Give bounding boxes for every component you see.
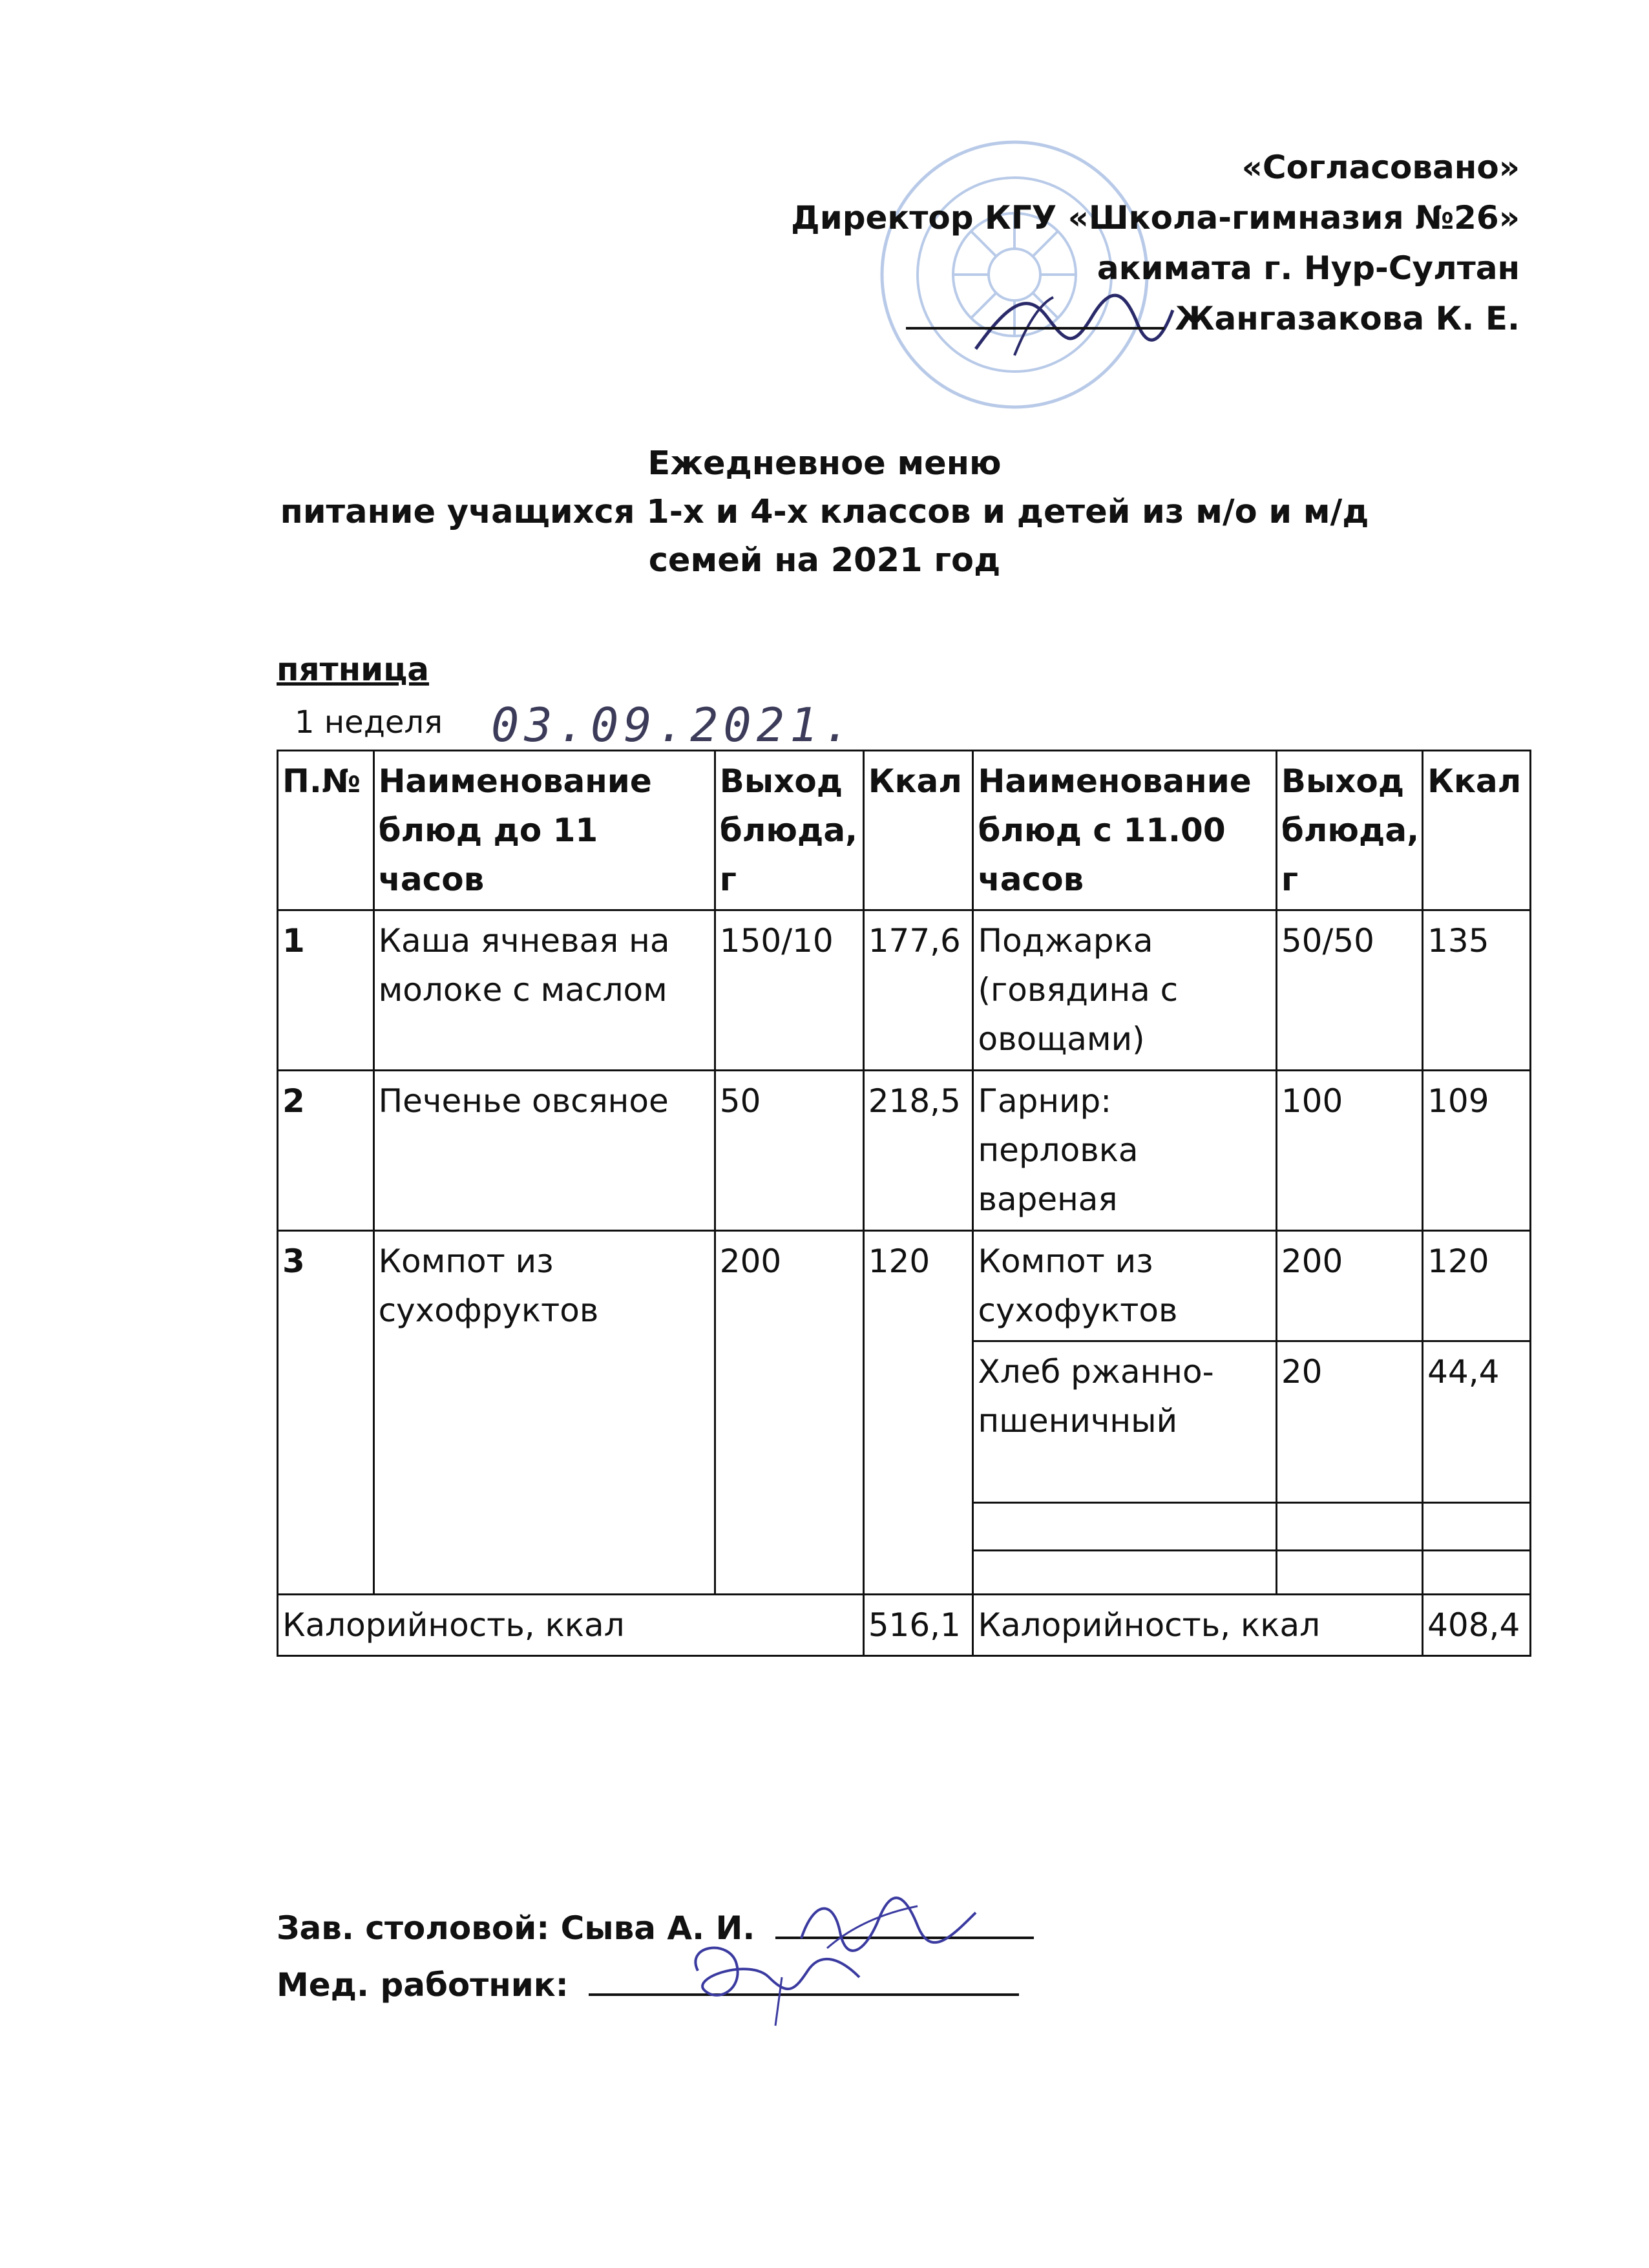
empty-cell [1423,1551,1531,1595]
approval-block [791,142,1520,344]
kcal-after: 44,4 [1423,1341,1531,1503]
header-kcal-after: Ккал [1423,751,1531,910]
kcal-after: 109 [1423,1071,1531,1231]
total-label-before: Калорийность, ккал [278,1595,864,1656]
totals-row [278,1595,1531,1656]
table-row [278,910,1531,1071]
menu-table [277,750,1531,1657]
row-num: 3 [278,1231,374,1595]
header-dish-before: Наименование блюд до 11 часов [373,751,715,910]
yield-before: 150/10 [715,910,863,1071]
table-row [278,1071,1531,1231]
header-dish-after: Наименование блюд с 11.00 часов [973,751,1276,910]
header-num: П.№ [278,751,374,910]
canteen-head-label: Зав. столовой: Сыва А. И. [277,1909,755,1947]
approval-signer-name: Жангазакова К. Е. [1175,300,1520,337]
table-header-row [278,751,1531,910]
yield-after: 100 [1276,1071,1422,1231]
yield-after: 50/50 [1276,910,1422,1071]
empty-cell [1423,1503,1531,1551]
header-yield-after: Выход блюда, г [1276,751,1422,910]
header-kcal-before: Ккал [863,751,973,910]
row-num: 1 [278,910,374,1071]
approval-organization: акимата г. Нур-Султан [1097,249,1520,287]
dish-before: Печенье овсяное [373,1071,715,1231]
dish-after: Гарнир: перловка вареная [973,1071,1276,1231]
total-value-before: 516,1 [863,1595,973,1656]
header-yield-before: Выход блюда, г [715,751,863,910]
total-value-after: 408,4 [1423,1595,1531,1656]
handwritten-date: 03.09.2021. [491,698,856,752]
title-line-2: питание учащихся 1-х и 4-х классов и детей из м/о и м/д [280,493,1369,531]
approval-position: Директор КГУ «Школа-гимназия №26» [791,199,1520,236]
yield-before: 50 [715,1071,863,1231]
title-line-1: Ежедневное меню [647,445,1002,483]
yield-after: 20 [1276,1341,1422,1503]
day-of-week: пятница [277,651,430,688]
row-num: 2 [278,1071,374,1231]
kcal-after: 135 [1423,910,1531,1071]
title-line-3: семей на 2021 год [648,541,1001,580]
document-title [0,439,1649,585]
yield-before: 200 [715,1231,863,1595]
approval-heading: «Согласовано» [1241,149,1520,186]
week-label: 1 неделя [295,704,443,740]
kcal-before: 218,5 [863,1071,973,1231]
dish-before: Каша ячневая на молоке с маслом [373,910,715,1071]
dish-after: Хлеб ржанно-пшеничный [973,1341,1276,1503]
total-label-after: Калорийность, ккал [973,1595,1423,1656]
dish-after: Компот из сухофуктов [973,1231,1276,1341]
kcal-after: 120 [1423,1231,1531,1341]
dish-before: Компот из сухофруктов [373,1231,715,1595]
kcal-before: 120 [863,1231,973,1595]
signature-line [906,295,1164,330]
table-row [278,1231,1531,1341]
empty-cell [973,1551,1276,1595]
kcal-before: 177,6 [863,910,973,1071]
medic-signature [678,1932,872,2029]
medic-line [277,1957,1034,2013]
yield-after: 200 [1276,1231,1422,1341]
empty-cell [973,1503,1276,1551]
empty-cell [1276,1503,1422,1551]
dish-after: Поджарка (говядина с овощами) [973,910,1276,1071]
empty-cell [1276,1551,1422,1595]
approval-signer [791,293,1520,344]
medic-label: Мед. работник: [277,1966,569,2004]
